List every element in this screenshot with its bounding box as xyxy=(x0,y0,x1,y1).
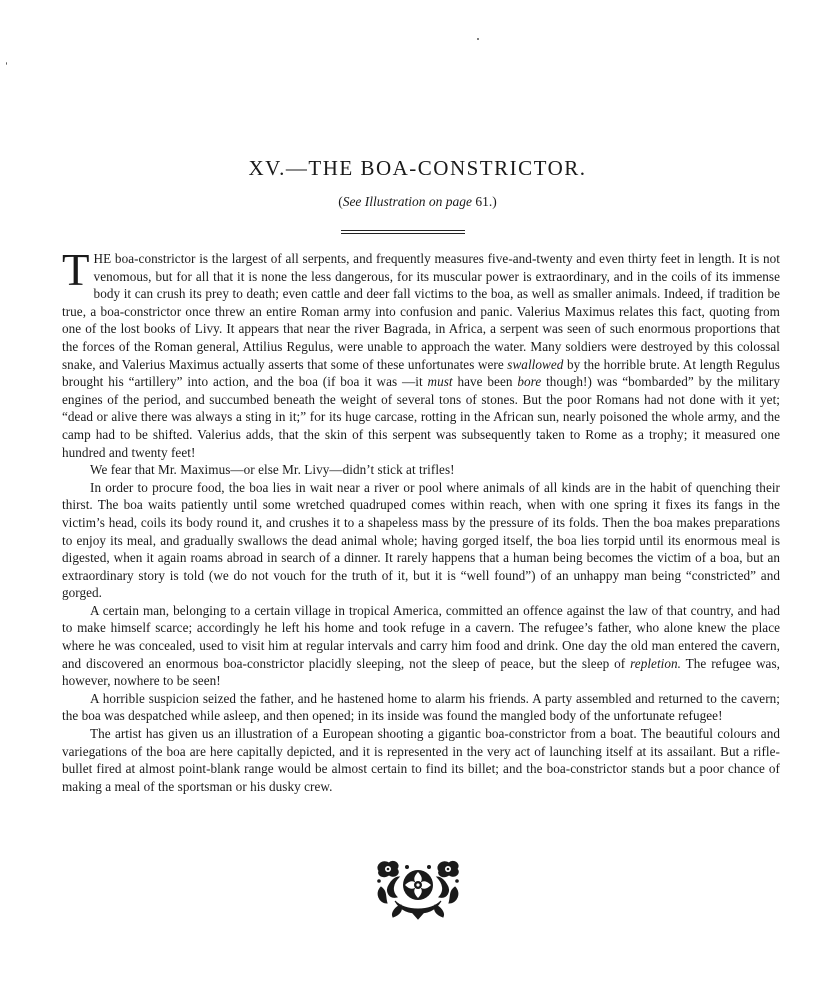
italic-text-segment: repletion. xyxy=(630,655,682,671)
subtitle-italic-text: See Illustration on page xyxy=(342,194,473,209)
italic-text-segment: swallowed xyxy=(507,356,564,372)
text-segment: A certain man, belonging to a certain village in tropical America, committed an offence against the law of that country, and had to make himself scarce; accordingly he left his home and took refuge in a cavern. The refugee’s father, who alone knew the place where he was concealed, used to visit him at regular intervals and carry him food and drink. One day the old man entered the cavern, and discovered an enormous boa-constrictor placidly sleeping, not the sleep of peace, but the sleep of xyxy=(62,602,780,671)
paragraph-p4 xyxy=(62,602,780,690)
text-segment: In order to procure food, the boa lies in wait near a river or pool where animals of all kinds are in the habit of quenching their thirst. The boa waits patiently until some wretched quadruped comes within reach, when with one spring it fixes its fangs in the victim’s head, coils its body round it, and crushes it to a shapeless mass by the pressure of its folds. Then the boa makes preparations to enjoy its meal, and gradually swallows the dead animal whole; having gorged itself, the boa lies torpid until its enormous meal is digested, when it again roams abroad in search of a dinner. It rarely happens that a human being becomes the victim of a boa, but an extraordinary story is told (we do not vouch for the truth of it, but it is “well found”) of an unhappy man being “constricted” and gorged. xyxy=(62,479,780,601)
paragraph-p6 xyxy=(62,725,780,795)
italic-text-segment: bore xyxy=(517,374,542,390)
paper-speck xyxy=(6,62,7,65)
drop-cap: T xyxy=(62,245,90,295)
text-segment: HE boa-constrictor is the largest of all serpents, and frequently measures five-and-twenty and even thirty feet in length. It is not venomous, but for all that it is none the less dangerous, for its muscular power is extraordinary, and in the coils of its immense body it can crush its prey to death; even cattle and deer fall victims to the boa, as well as smaller animals. Indeed, if tradition be true, a boa-constrictor once threw an entire Roman army into confusion and panic. Valerius Maximus relates this fact, quoting from one of the lost books of Livy. It appears that near the river Bagrada, in Africa, a serpent was seen of such enormous proportions that the forces of the Roman general, Attilius Regulus, were unable to approach the water. Many soldiers were destroyed by this colossal snake, and Valerius Maximus actually asserts that some of these unfortunates were xyxy=(62,251,780,372)
text-segment: The artist has given us an illustration of a European shooting a gigantic boa-constrictor from a boat. The beautiful colours and variegations of the boa are here capitally depicted, and it is represented in the very act of launching itself at its assailant. But a rifle-bullet fired at almost point-blank range would be almost certain to find its billet; and the boa-constrictor stands but a poor chance of making a meal of the sportsman or his dusky crew. xyxy=(62,726,780,794)
text-segment: We fear that Mr. Maximus—or else Mr. Livy—didn’t stick at trifles! xyxy=(90,462,455,478)
paragraph-p2 xyxy=(62,461,780,479)
illustration-reference xyxy=(0,194,835,210)
text-segment: by the horrible brute. At length Regulus brought his “artillery” into action, and the boa (if boa it was —it xyxy=(62,356,780,390)
text-segment: have been xyxy=(452,374,518,390)
subtitle-page-number: 61. xyxy=(472,194,493,209)
text-segment: The refugee was, however, nowhere to be seen! xyxy=(62,655,780,689)
chapter-title: XV.—THE BOA-CONSTRICTOR. xyxy=(248,156,587,180)
subtitle-close-paren: ) xyxy=(492,194,497,209)
paragraph-p3 xyxy=(62,479,780,602)
article-body xyxy=(62,245,781,795)
title-divider-rule xyxy=(341,230,465,234)
italic-text-segment: must xyxy=(427,374,453,390)
paragraph-p5 xyxy=(62,690,780,725)
floral-tailpiece-icon xyxy=(371,857,465,921)
subtitle-open-paren: ( xyxy=(338,194,343,209)
text-segment: though!) was “bombarded” by the military engines of the period, and succumbed beneath the weight of several tons of stones. But the poor Romans had not done with it yet; “dead or alive there was always a sting in it;” for its huge carcase, rotting in the African sun, nearly poisoned the whole army, and the camp had to be shifted. Valerius adds, that the skin of this serpent was subsequently taken to Rome as a trophy; it measured one hundred and twenty feet! xyxy=(62,374,781,460)
paragraph-p1 xyxy=(62,245,781,461)
text-segment: A horrible suspicion seized the father, and he hastened home to alarm his friends. A party assembled and returned to the cavern; the boa was despatched while asleep, and then opened; in its inside was found the mangled body of the unfortunate refugee! xyxy=(62,690,780,724)
paper-speck xyxy=(477,38,479,40)
